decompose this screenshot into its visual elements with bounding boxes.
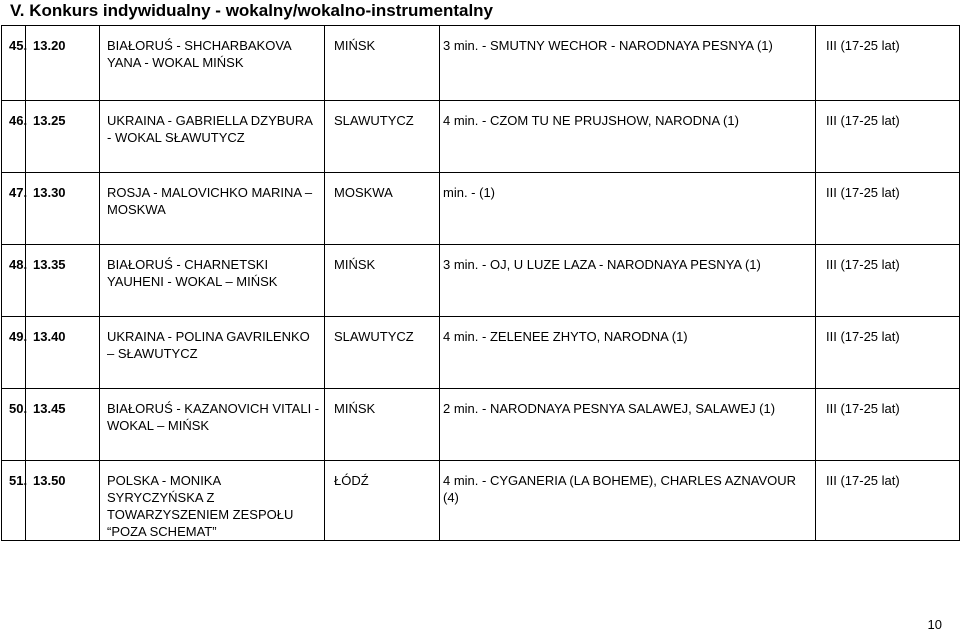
entry-number: 46.: [2, 101, 26, 173]
entry-performer: BIAŁORUŚ - KAZANOVICH VITALI - WOKAL – MIŃSK: [100, 389, 325, 461]
entry-number: 47.: [2, 173, 26, 245]
entry-city: MOSKWA: [325, 173, 440, 245]
entry-city: MIŃSK: [325, 245, 440, 317]
entry-time: 13.20: [26, 26, 100, 101]
entry-city: MIŃSK: [325, 389, 440, 461]
entry-number: 49.: [2, 317, 26, 389]
entry-performer: BIAŁORUŚ - CHARNETSKI YAUHENI - WOKAL – MIŃSK: [100, 245, 325, 317]
entry-number: 48.: [2, 245, 26, 317]
entry-number: 45.: [2, 26, 26, 101]
entry-time: 13.35: [26, 245, 100, 317]
entry-category: III (17-25 lat): [816, 245, 960, 317]
section-heading: V. Konkurs indywidualny - wokalny/wokalno-instrumentalny: [10, 1, 494, 20]
entry-city: SLAWUTYCZ: [325, 101, 440, 173]
entry-city: ŁÓDŹ: [325, 461, 440, 541]
entry-number: 50.: [2, 389, 26, 461]
entry-performer: UKRAINA - GABRIELLA DZYBURA - WOKAL SŁAWUTYCZ: [100, 101, 325, 173]
entry-city: MIŃSK: [325, 26, 440, 101]
entry-time: 13.45: [26, 389, 100, 461]
entry-category: III (17-25 lat): [816, 26, 960, 101]
entry-category: III (17-25 lat): [816, 173, 960, 245]
entry-piece: 3 min. - SMUTNY WECHOR - NARODNAYA PESNYA (1): [440, 26, 816, 101]
entry-time: 13.30: [26, 173, 100, 245]
entry-performer: BIAŁORUŚ - SHCHARBAKOVA YANA - WOKAL MIŃSK: [100, 26, 325, 101]
entry-number: 51.: [2, 461, 26, 541]
entry-city: SLAWUTYCZ: [325, 317, 440, 389]
entry-category: III (17-25 lat): [816, 389, 960, 461]
entry-time: 13.50: [26, 461, 100, 541]
entry-piece: 3 min. - OJ, U LUZE LAZA - NARODNAYA PESNYA (1): [440, 245, 816, 317]
schedule-table: [1, 25, 960, 541]
entry-piece: 4 min. - ZELENEE ZHYTO, NARODNA (1): [440, 317, 816, 389]
entry-category: III (17-25 lat): [816, 101, 960, 173]
entry-time: 13.25: [26, 101, 100, 173]
table-row: [2, 461, 960, 541]
entry-piece: 4 min. - CYGANERIA (LA BOHEME), CHARLES AZNAVOUR (4): [440, 461, 816, 541]
table-row: [2, 173, 960, 245]
table-row: [2, 245, 960, 317]
table-row: [2, 389, 960, 461]
entry-time: 13.40: [26, 317, 100, 389]
entry-piece: 2 min. - NARODNAYA PESNYA SALAWEJ, SALAWEJ (1): [440, 389, 816, 461]
table-row: [2, 26, 960, 101]
entry-piece: min. - (1): [440, 173, 816, 245]
entry-performer: POLSKA - MONIKA SYRYCZYŃSKA Z TOWARZYSZENIEM ZESPOŁU “POZA SCHEMAT”: [100, 461, 325, 541]
entry-category: III (17-25 lat): [816, 317, 960, 389]
entry-piece: 4 min. - CZOM TU NE PRUJSHOW, NARODNA (1): [440, 101, 816, 173]
entry-performer: UKRAINA - POLINA GAVRILENKO – SŁAWUTYCZ: [100, 317, 325, 389]
table-row: [2, 317, 960, 389]
page-number: 10: [927, 617, 942, 632]
table-row: [2, 101, 960, 173]
entry-performer: ROSJA - MALOVICHKO MARINA – MOSKWA: [100, 173, 325, 245]
entry-category: III (17-25 lat): [816, 461, 960, 541]
